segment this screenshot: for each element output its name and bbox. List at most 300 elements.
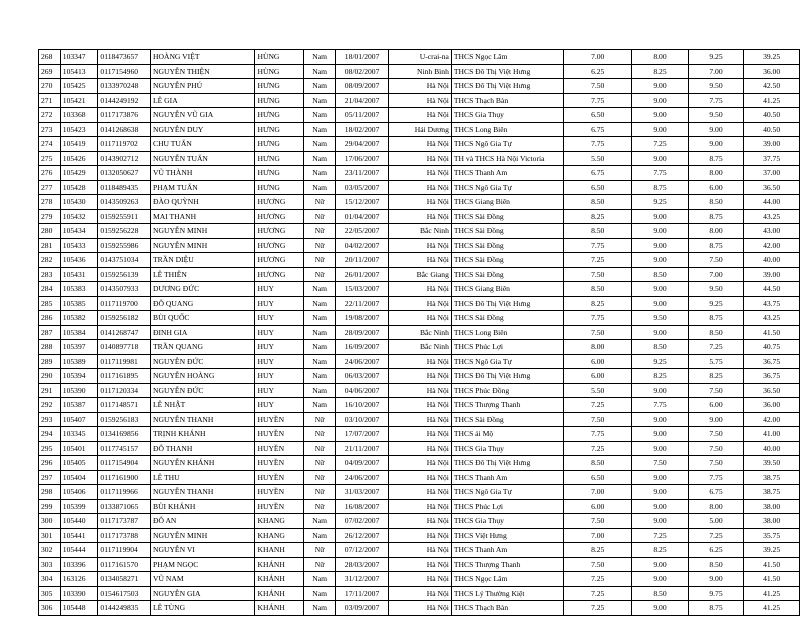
cell-diem-2: 9.25 [632,354,688,369]
cell-noi-sinh: Hà Nội [388,601,451,616]
cell-diem-1: 7.75 [564,137,632,152]
cell-ngay-sinh: 19/08/2007 [336,311,388,326]
cell-tong-diem: 43.25 [744,311,800,326]
table-row [39,108,800,123]
cell-ten: KHANH [255,543,303,558]
cell-ho-dem: NGUYỄN MINH [151,224,255,239]
cell-noi-sinh: Hà Nội [388,499,451,514]
cell-diem-1: 7.50 [564,557,632,572]
cell-ten: HƯNG [255,93,303,108]
cell-diem-3: 8.00 [688,224,744,239]
cell-diem-3: 7.25 [688,528,744,543]
cell-truong: THCS Sài Đồng [451,267,563,282]
cell-ngay-sinh: 23/11/2007 [336,166,388,181]
cell-noi-sinh: Hà Nội [388,108,451,123]
cell-diem-2: 8.75 [632,180,688,195]
cell-diem-3: 9.50 [688,108,744,123]
cell-diem-3: 7.50 [688,253,744,268]
cell-sbd: 105431 [60,267,98,282]
cell-ngay-sinh: 04/06/2007 [336,383,388,398]
cell-diem-2: 9.00 [632,427,688,442]
cell-stt: 284 [39,282,61,297]
cell-diem-3: 7.50 [688,383,744,398]
cell-diem-2: 9.00 [632,383,688,398]
cell-diem-1: 5.50 [564,151,632,166]
cell-gioi-tinh: Nữ [303,427,335,442]
cell-ma-hs: 0154617503 [98,586,151,601]
cell-diem-3: 8.50 [688,557,744,572]
cell-ten: HUYỀN [255,499,303,514]
cell-diem-1: 8.50 [564,224,632,239]
cell-ngay-sinh: 08/09/2007 [336,79,388,94]
cell-diem-1: 6.50 [564,180,632,195]
cell-sbd: 105389 [60,354,98,369]
cell-ma-hs: 0144249835 [98,601,151,616]
cell-tong-diem: 41.25 [744,601,800,616]
cell-ngay-sinh: 07/12/2007 [336,543,388,558]
cell-ngay-sinh: 05/11/2007 [336,108,388,123]
cell-sbd: 105432 [60,209,98,224]
cell-gioi-tinh: Nam [303,354,335,369]
cell-tong-diem: 41.25 [744,586,800,601]
cell-ma-hs: 0117173876 [98,108,151,123]
cell-tong-diem: 44.50 [744,282,800,297]
cell-tong-diem: 41.50 [744,572,800,587]
cell-diem-3: 9.50 [688,79,744,94]
cell-tong-diem: 43.75 [744,296,800,311]
cell-stt: 276 [39,166,61,181]
cell-sbd: 103347 [60,50,98,65]
cell-gioi-tinh: Nữ [303,224,335,239]
cell-truong: THCS Sài Đồng [451,412,563,427]
cell-diem-2: 7.75 [632,166,688,181]
cell-sbd: 105383 [60,282,98,297]
cell-stt: 306 [39,601,61,616]
cell-tong-diem: 39.50 [744,456,800,471]
cell-ho-dem: HOÀNG VIỆT [151,50,255,65]
cell-truong: THCS Long Biên [451,122,563,137]
cell-diem-2: 9.00 [632,224,688,239]
cell-ngay-sinh: 16/08/2007 [336,499,388,514]
cell-noi-sinh: Hà Nội [388,514,451,529]
cell-ma-hs: 0133970248 [98,79,151,94]
cell-stt: 289 [39,354,61,369]
cell-ma-hs: 0143509263 [98,195,151,210]
cell-ngay-sinh: 18/02/2007 [336,122,388,137]
cell-sbd: 105448 [60,601,98,616]
cell-truong: THCS Ngọc Lâm [451,50,563,65]
cell-truong: THCS Thanh Am [451,470,563,485]
cell-diem-2: 9.00 [632,412,688,427]
cell-tong-diem: 41.00 [744,427,800,442]
cell-ngay-sinh: 04/09/2007 [336,456,388,471]
cell-noi-sinh: Hà Nội [388,180,451,195]
cell-diem-1: 6.75 [564,122,632,137]
cell-sbd: 105387 [60,398,98,413]
cell-ma-hs: 0132050627 [98,166,151,181]
cell-diem-1: 8.50 [564,282,632,297]
table-row [39,557,800,572]
cell-ho-dem: TRỊNH KHÁNH [151,427,255,442]
cell-tong-diem: 39.25 [744,543,800,558]
cell-ho-dem: NGUYỄN THANH [151,412,255,427]
table-row [39,166,800,181]
cell-diem-3: 8.75 [688,238,744,253]
cell-tong-diem: 42.00 [744,412,800,427]
cell-ngay-sinh: 08/02/2007 [336,64,388,79]
cell-sbd: 105433 [60,238,98,253]
cell-diem-2: 7.25 [632,528,688,543]
cell-diem-2: 7.25 [632,137,688,152]
cell-noi-sinh: Hà Nội [388,470,451,485]
cell-diem-3: 6.00 [688,180,744,195]
cell-tong-diem: 36.75 [744,369,800,384]
cell-ho-dem: MAI THANH [151,209,255,224]
cell-ten: HƯNG [255,137,303,152]
cell-ten: HƯNG [255,79,303,94]
cell-ngay-sinh: 16/09/2007 [336,340,388,355]
table-row [39,282,800,297]
cell-diem-3: 6.25 [688,543,744,558]
cell-truong: THCS Đô Thị Việt Hưng [451,369,563,384]
cell-ma-hs: 0117173787 [98,514,151,529]
cell-stt: 268 [39,50,61,65]
cell-tong-diem: 35.75 [744,528,800,543]
cell-ten: HUYỀN [255,427,303,442]
cell-ngay-sinh: 21/04/2007 [336,93,388,108]
cell-sbd: 105394 [60,369,98,384]
table-row [39,398,800,413]
cell-truong: THCS Thượng Thanh [451,398,563,413]
cell-truong: THCS Ngô Gia Tự [451,180,563,195]
cell-ho-dem: ĐỖ AN [151,514,255,529]
cell-tong-diem: 36.00 [744,398,800,413]
cell-ma-hs: 0117119966 [98,485,151,500]
cell-tong-diem: 36.00 [744,64,800,79]
cell-ngay-sinh: 17/07/2007 [336,427,388,442]
cell-ten: HUY [255,354,303,369]
cell-truong: THCS Long Biên [451,325,563,340]
cell-stt: 294 [39,427,61,442]
cell-ma-hs: 0159256182 [98,311,151,326]
cell-diem-1: 8.25 [564,543,632,558]
cell-diem-1: 8.00 [564,340,632,355]
cell-stt: 305 [39,586,61,601]
cell-diem-1: 7.00 [564,485,632,500]
cell-noi-sinh: Hà Nội [388,485,451,500]
cell-stt: 274 [39,137,61,152]
cell-stt: 290 [39,369,61,384]
cell-truong: THCS Giang Biên [451,195,563,210]
cell-stt: 298 [39,485,61,500]
cell-sbd: 105399 [60,499,98,514]
cell-diem-3: 8.75 [688,601,744,616]
cell-ho-dem: PHẠM TUẤN [151,180,255,195]
cell-noi-sinh: Bắc Ninh [388,224,451,239]
cell-sbd: 105390 [60,383,98,398]
cell-truong: THCS Thanh Am [451,543,563,558]
cell-tong-diem: 44.00 [744,195,800,210]
cell-noi-sinh: Hà Nội [388,209,451,224]
cell-ten: HƯƠNG [255,209,303,224]
cell-ma-hs: 0134169856 [98,427,151,442]
cell-gioi-tinh: Nữ [303,456,335,471]
cell-ho-dem: NGUYỄN VI [151,543,255,558]
cell-ho-dem: NGUYỄN MINH [151,238,255,253]
cell-gioi-tinh: Nữ [303,470,335,485]
cell-truong: THCS Sài Đồng [451,224,563,239]
cell-diem-2: 9.00 [632,441,688,456]
cell-diem-1: 6.00 [564,354,632,369]
cell-gioi-tinh: Nữ [303,209,335,224]
cell-ho-dem: DƯƠNG ĐỨC [151,282,255,297]
cell-truong: THCS Việt Hưng [451,528,563,543]
cell-ngay-sinh: 03/10/2007 [336,412,388,427]
cell-tong-diem: 37.00 [744,166,800,181]
cell-ten: HUY [255,340,303,355]
table-row [39,151,800,166]
cell-tong-diem: 36.50 [744,383,800,398]
cell-stt: 285 [39,296,61,311]
score-table [38,49,800,616]
cell-stt: 287 [39,325,61,340]
cell-noi-sinh: Hà Nội [388,427,451,442]
table-row [39,412,800,427]
cell-diem-2: 9.00 [632,79,688,94]
cell-diem-3: 8.75 [688,151,744,166]
cell-ngay-sinh: 17/06/2007 [336,151,388,166]
cell-ho-dem: NGUYỄN ĐỨC [151,383,255,398]
cell-noi-sinh: Hà Nội [388,456,451,471]
cell-noi-sinh: Hà Nội [388,79,451,94]
cell-truong: THCS Sài Đồng [451,253,563,268]
cell-noi-sinh: Hà Nội [388,441,451,456]
cell-ten: KHANG [255,514,303,529]
cell-diem-1: 6.75 [564,166,632,181]
cell-truong: THCS Sài Đồng [451,311,563,326]
cell-gioi-tinh: Nữ [303,195,335,210]
cell-noi-sinh: Hà Nội [388,93,451,108]
cell-diem-1: 6.25 [564,64,632,79]
cell-noi-sinh: Hà Nội [388,369,451,384]
cell-ma-hs: 0143507933 [98,282,151,297]
cell-sbd: 105425 [60,79,98,94]
cell-diem-2: 9.00 [632,325,688,340]
cell-stt: 300 [39,514,61,529]
cell-sbd: 105441 [60,528,98,543]
cell-noi-sinh: Bắc Ninh [388,325,451,340]
cell-ngay-sinh: 04/02/2007 [336,238,388,253]
cell-sbd: 105436 [60,253,98,268]
cell-sbd: 105434 [60,224,98,239]
cell-gioi-tinh: Nam [303,340,335,355]
cell-ma-hs: 0117119700 [98,296,151,311]
cell-diem-2: 9.00 [632,253,688,268]
cell-gioi-tinh: Nam [303,586,335,601]
cell-diem-1: 5.50 [564,383,632,398]
cell-diem-1: 7.50 [564,514,632,529]
cell-noi-sinh: Hà Nội [388,311,451,326]
table-row [39,441,800,456]
cell-stt: 295 [39,441,61,456]
cell-noi-sinh: Hà Nội [388,557,451,572]
cell-ma-hs: 0140897718 [98,340,151,355]
cell-sbd: 105429 [60,166,98,181]
cell-sbd: 103390 [60,586,98,601]
cell-sbd: 105397 [60,340,98,355]
cell-tong-diem: 42.00 [744,238,800,253]
cell-tong-diem: 38.00 [744,499,800,514]
table-row [39,296,800,311]
cell-ten: HƯƠNG [255,195,303,210]
cell-sbd: 105440 [60,514,98,529]
table-row [39,485,800,500]
cell-ho-dem: LÊ NHẬT [151,398,255,413]
cell-diem-3: 8.25 [688,369,744,384]
cell-truong: THCS Thanh Am [451,166,563,181]
table-row [39,311,800,326]
cell-gioi-tinh: Nam [303,151,335,166]
cell-gioi-tinh: Nữ [303,253,335,268]
cell-gioi-tinh: Nữ [303,412,335,427]
cell-stt: 304 [39,572,61,587]
cell-diem-1: 7.75 [564,311,632,326]
cell-diem-1: 6.00 [564,499,632,514]
cell-diem-2: 8.50 [632,586,688,601]
cell-ho-dem: NGUYỄN ĐỨC [151,354,255,369]
cell-truong: THCS Gia Thụy [451,514,563,529]
cell-ngay-sinh: 24/06/2007 [336,470,388,485]
cell-diem-3: 8.50 [688,195,744,210]
cell-truong: THCS Sài Đồng [451,209,563,224]
cell-stt: 293 [39,412,61,427]
cell-diem-1: 7.50 [564,79,632,94]
cell-ngay-sinh: 06/03/2007 [336,369,388,384]
cell-diem-1: 7.25 [564,253,632,268]
cell-stt: 269 [39,64,61,79]
cell-ho-dem: NGUYỄN THANH [151,485,255,500]
cell-diem-1: 7.50 [564,267,632,282]
cell-ngay-sinh: 22/05/2007 [336,224,388,239]
table-row [39,369,800,384]
cell-ma-hs: 0117148571 [98,398,151,413]
cell-ho-dem: VŨ NAM [151,572,255,587]
cell-diem-2: 9.00 [632,122,688,137]
cell-ho-dem: NGUYỄN HOÀNG [151,369,255,384]
cell-tong-diem: 40.00 [744,441,800,456]
cell-ho-dem: ĐÀO QUỲNH [151,195,255,210]
cell-ma-hs: 0117173788 [98,528,151,543]
cell-tong-diem: 40.75 [744,340,800,355]
cell-diem-3: 9.00 [688,137,744,152]
cell-noi-sinh: Hà Nội [388,528,451,543]
cell-diem-1: 8.50 [564,456,632,471]
cell-truong: THCS Phúc Đồng [451,383,563,398]
cell-diem-3: 8.50 [688,325,744,340]
cell-ho-dem: ĐỖ THANH [151,441,255,456]
cell-sbd: 105404 [60,470,98,485]
cell-diem-3: 7.50 [688,427,744,442]
cell-gioi-tinh: Nam [303,93,335,108]
cell-truong: THCS Lý Thường Kiệt [451,586,563,601]
cell-stt: 288 [39,340,61,355]
cell-ngay-sinh: 24/06/2007 [336,354,388,369]
cell-truong: TH và THCS Hà Nội Victoria [451,151,563,166]
cell-ngay-sinh: 18/01/2007 [336,50,388,65]
cell-diem-1: 6.50 [564,470,632,485]
cell-truong: THCS Phúc Lợi [451,499,563,514]
cell-diem-3: 7.75 [688,93,744,108]
cell-gioi-tinh: Nam [303,50,335,65]
cell-ten: HƯNG [255,108,303,123]
cell-noi-sinh: Hà Nội [388,137,451,152]
cell-ma-hs: 0117161900 [98,470,151,485]
cell-diem-2: 9.00 [632,514,688,529]
cell-tong-diem: 38.00 [744,514,800,529]
cell-ngay-sinh: 20/11/2007 [336,253,388,268]
cell-truong: THCS Ngô Gia Tự [451,354,563,369]
cell-noi-sinh: Bắc Ninh [388,340,451,355]
cell-noi-sinh: Hà Nội [388,238,451,253]
cell-ho-dem: NGUYỄN VŨ GIA [151,108,255,123]
cell-diem-2: 9.00 [632,209,688,224]
cell-truong: THCS Đô Thị Việt Hưng [451,79,563,94]
cell-diem-1: 8.50 [564,195,632,210]
cell-ten: KHÁNH [255,557,303,572]
cell-ma-hs: 0117119981 [98,354,151,369]
cell-noi-sinh: U-crai-na [388,50,451,65]
cell-ho-dem: CHU TUẤN [151,137,255,152]
cell-diem-2: 7.50 [632,456,688,471]
cell-noi-sinh: Hà Nội [388,412,451,427]
table-row [39,601,800,616]
cell-stt: 271 [39,93,61,108]
cell-sbd: 105421 [60,93,98,108]
table-row [39,253,800,268]
cell-ho-dem: BÙI KHÁNH [151,499,255,514]
cell-stt: 299 [39,499,61,514]
cell-diem-3: 7.50 [688,456,744,471]
cell-stt: 301 [39,528,61,543]
table-row [39,224,800,239]
cell-ngay-sinh: 17/11/2007 [336,586,388,601]
cell-diem-3: 9.00 [688,122,744,137]
cell-stt: 292 [39,398,61,413]
cell-noi-sinh: Hà Nội [388,195,451,210]
cell-noi-sinh: Hà Nội [388,151,451,166]
cell-diem-1: 7.50 [564,325,632,340]
cell-gioi-tinh: Nam [303,108,335,123]
cell-diem-1: 7.25 [564,572,632,587]
cell-ma-hs: 0118489435 [98,180,151,195]
cell-diem-3: 9.75 [688,586,744,601]
cell-ngay-sinh: 03/09/2007 [336,601,388,616]
cell-stt: 272 [39,108,61,123]
cell-ho-dem: NGUYỄN KHÁNH [151,456,255,471]
cell-ten: HUYỀN [255,485,303,500]
cell-ma-hs: 0134058271 [98,572,151,587]
cell-diem-1: 7.25 [564,601,632,616]
cell-diem-2: 9.00 [632,151,688,166]
cell-diem-3: 6.00 [688,398,744,413]
cell-tong-diem: 39.00 [744,267,800,282]
cell-diem-1: 8.25 [564,209,632,224]
table-row [39,93,800,108]
cell-ma-hs: 0117161895 [98,369,151,384]
cell-diem-3: 7.00 [688,64,744,79]
cell-stt: 291 [39,383,61,398]
cell-ho-dem: BÙI QUỐC [151,311,255,326]
